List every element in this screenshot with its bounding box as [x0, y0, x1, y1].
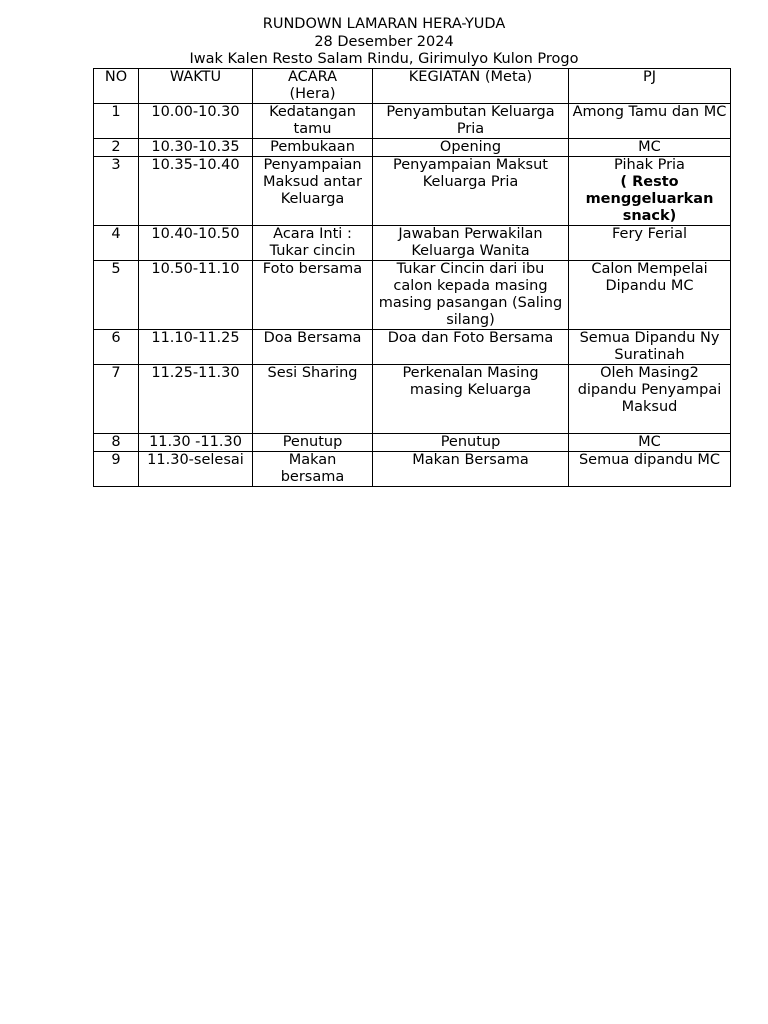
cell-kegiatan: Opening	[373, 139, 569, 157]
document-title: RUNDOWN LAMARAN HERA-YUDA	[262, 16, 506, 32]
table-row	[94, 434, 731, 452]
table-row	[94, 261, 731, 330]
column-header-acara-label: ACARA	[287, 69, 338, 85]
cell-no: 8	[94, 434, 139, 452]
cell-pj-text: Pihak Pria	[614, 157, 685, 173]
cell-pj: Oleh Masing2 dipandu Penyampai Maksud	[569, 365, 731, 434]
cell-acara: Makan bersama	[253, 452, 373, 487]
cell-acara: Doa Bersama	[253, 330, 373, 365]
table-header-row	[94, 69, 731, 104]
table-row	[94, 226, 731, 261]
cell-kegiatan: Makan Bersama	[373, 452, 569, 487]
cell-kegiatan: Doa dan Foto Bersama	[373, 330, 569, 365]
column-header-kegiatan: KEGIATAN (Meta)	[373, 69, 569, 104]
cell-waktu: 10.00-10.30	[139, 104, 253, 139]
table-row	[94, 104, 731, 139]
cell-pj: MC	[569, 139, 731, 157]
cell-no: 1	[94, 104, 139, 139]
cell-acara: Penutup	[253, 434, 373, 452]
cell-no: 9	[94, 452, 139, 487]
cell-pj: Semua Dipandu Ny Suratinah	[569, 330, 731, 365]
cell-waktu: 11.30 -11.30	[139, 434, 253, 452]
cell-waktu: 10.40-10.50	[139, 226, 253, 261]
cell-no: 6	[94, 330, 139, 365]
cell-acara: Pembukaan	[253, 139, 373, 157]
rundown-table	[93, 68, 731, 487]
cell-acara: Penyampaian Maksud antar Keluarga	[253, 157, 373, 226]
cell-kegiatan: Perkenalan Masing masing Keluarga	[373, 365, 569, 434]
cell-waktu: 11.30-selesai	[139, 452, 253, 487]
cell-pj: MC	[569, 434, 731, 452]
cell-waktu: 10.30-10.35	[139, 139, 253, 157]
column-header-waktu: WAKTU	[139, 69, 253, 104]
cell-pj: Fery Ferial	[569, 226, 731, 261]
column-header-acara-sub: (Hera)	[289, 86, 336, 102]
document-header	[0, 16, 768, 69]
cell-waktu: 10.35-10.40	[139, 157, 253, 226]
cell-no: 2	[94, 139, 139, 157]
cell-pj: Calon Mempelai Dipandu MC	[569, 261, 731, 330]
cell-no: 7	[94, 365, 139, 434]
table-row	[94, 330, 731, 365]
column-header-pj: PJ	[569, 69, 731, 104]
cell-no: 4	[94, 226, 139, 261]
cell-pj: Semua dipandu MC	[569, 452, 731, 487]
cell-kegiatan: Penyambutan Keluarga Pria	[373, 104, 569, 139]
cell-acara: Sesi Sharing	[253, 365, 373, 434]
cell-pj: Among Tamu dan MC	[569, 104, 731, 139]
cell-kegiatan: Penyampaian Maksut Keluarga Pria	[373, 157, 569, 226]
cell-kegiatan: Penutup	[373, 434, 569, 452]
table-row	[94, 139, 731, 157]
cell-no: 5	[94, 261, 139, 330]
column-header-acara	[253, 69, 373, 104]
cell-waktu: 11.25-11.30	[139, 365, 253, 434]
cell-kegiatan: Tukar Cincin dari ibu calon kepada masing masing pasangan (Saling silang)	[373, 261, 569, 330]
table-row	[94, 157, 731, 226]
table-row	[94, 365, 731, 434]
cell-pj	[569, 157, 731, 226]
cell-waktu: 10.50-11.10	[139, 261, 253, 330]
cell-acara: Kedatangan tamu	[253, 104, 373, 139]
cell-acara: Foto bersama	[253, 261, 373, 330]
table-row	[94, 452, 731, 487]
cell-waktu: 11.10-11.25	[139, 330, 253, 365]
event-venue: Iwak Kalen Resto Salam Rindu, Girimulyo Kulon Progo	[189, 51, 579, 67]
event-date: 28 Desember 2024	[314, 33, 454, 50]
cell-pj-note: ( Resto menggeluarkan snack)	[585, 174, 714, 224]
column-header-no: NO	[94, 69, 139, 104]
cell-kegiatan: Jawaban Perwakilan Keluarga Wanita	[373, 226, 569, 261]
cell-no: 3	[94, 157, 139, 226]
cell-acara: Acara Inti : Tukar cincin	[253, 226, 373, 261]
